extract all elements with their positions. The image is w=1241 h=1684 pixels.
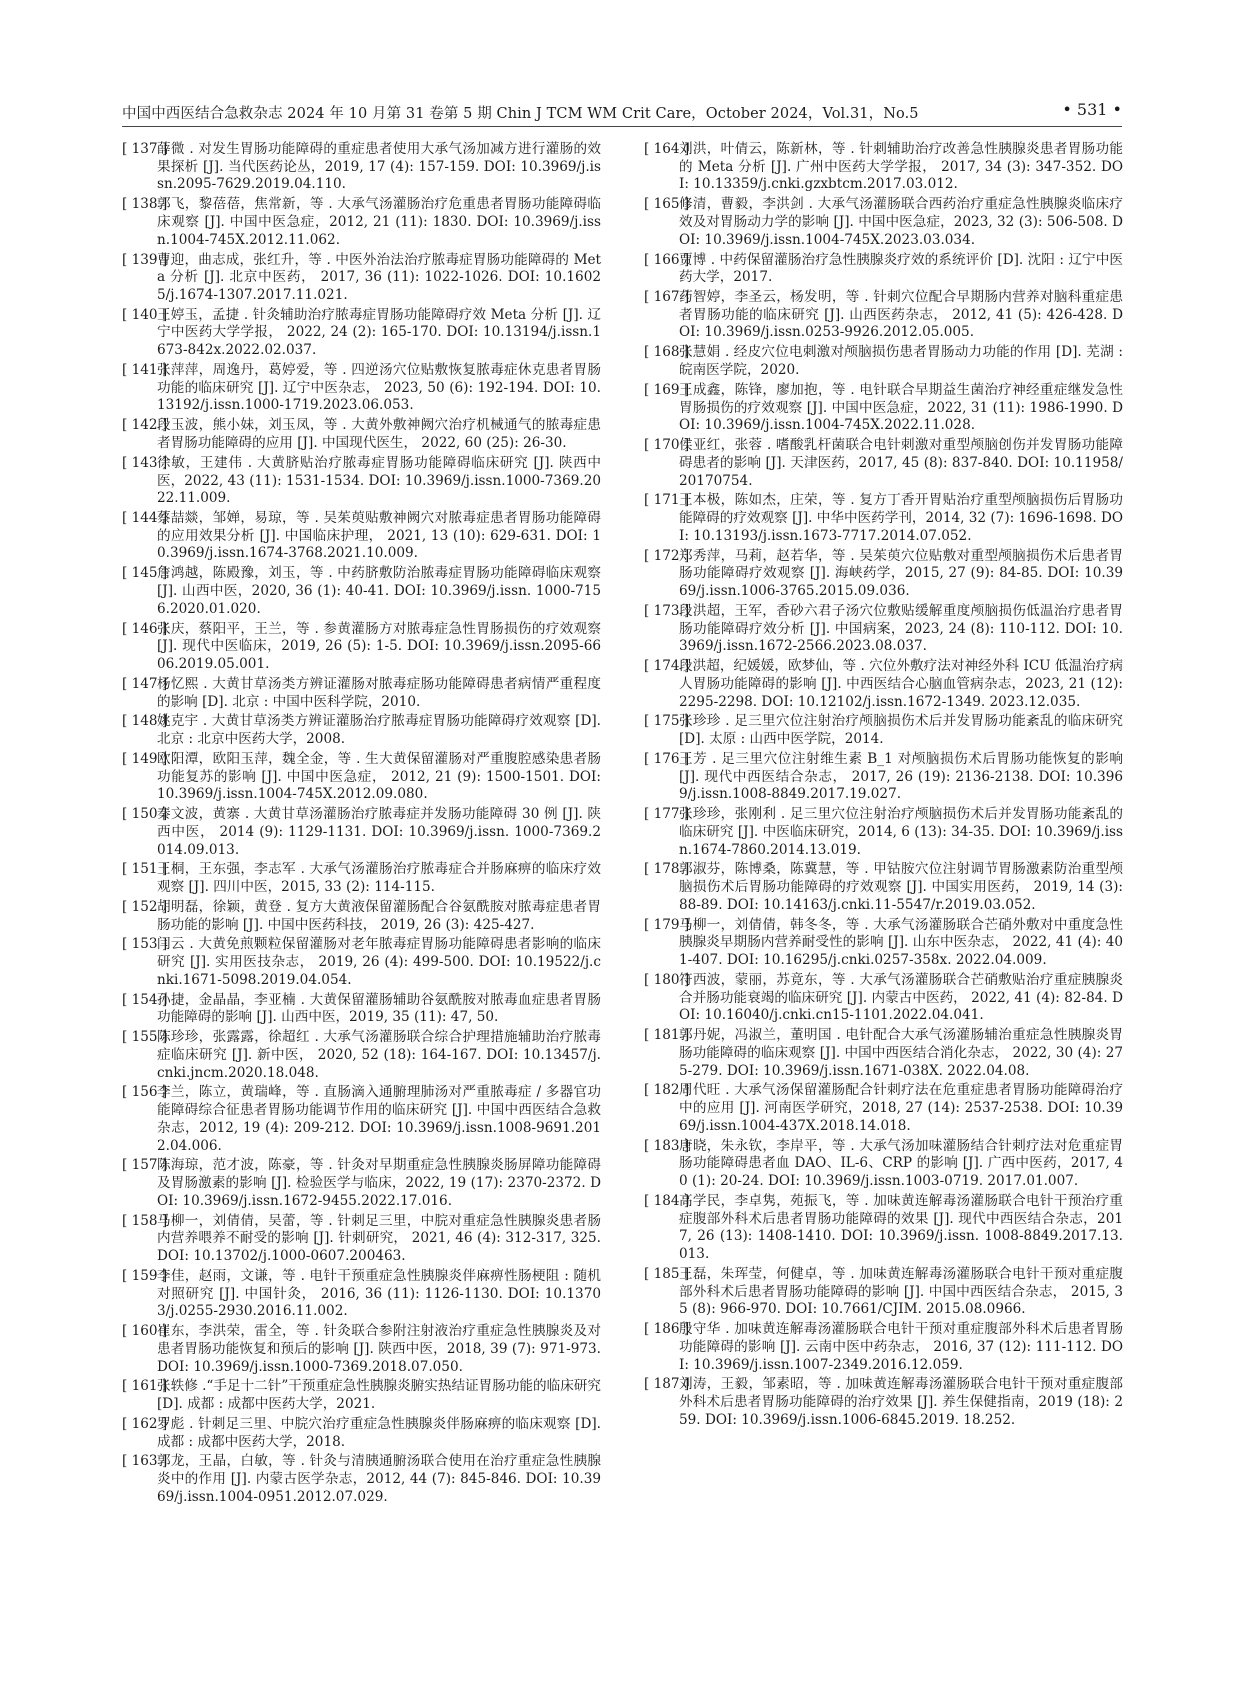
reference-entry xyxy=(644,1082,1123,1135)
reference-number: [ 140 ] xyxy=(122,306,168,323)
reference-text: 王本极，陈如杰，庄荣，等 . 复方丁香开胃贴治疗重型颅脑损伤后胃肠功能障碍的疗效观察 [J]. 中华中医药学刊，2014, 32 (7): 1696-1698. DOI: 10.13193/j.issn.1673-7717.2014.07.052. xyxy=(679,492,1123,544)
reference-entry xyxy=(122,861,601,896)
reference-text: 段玉波，熊小妹，刘玉凤，等 . 大黄外敷神阙穴治疗机械通气的脓毒症患者胃肠功能障碍的应用 [J]. 中国现代医生， 2022, 60 (25): 26-30. xyxy=(157,417,601,451)
reference-number: [ 168 ] xyxy=(644,344,690,361)
reference-entry xyxy=(122,1268,601,1321)
reference-text: 李兰，陈立，黄瑞峰，等 . 直肠滴入通腑理肺汤对严重脓毒症 / 多器官功能障碍综合征患者胃肠功能调节作用的临床研究 [J]. 中国中西医结合急救杂志，2012, 19 (4): 209-212. DOI: 10.3969/j.issn.1008-9691.2012.04.006. xyxy=(157,1084,601,1154)
reference-text: 药智婷，李圣云，杨发明，等 . 针刺穴位配合早期肠内营养对脑科重症患者胃肠功能的临床研究 [J]. 山西医药杂志， 2012, 41 (5): 426-428. DOI: 10.3969/j.issn.0253-9926.2012.05.005. xyxy=(679,289,1123,341)
reference-text: 马柳一，刘倩倩，吴蕾，等 . 针刺足三里，中脘对重症急性胰腺炎患者肠内营养喂养不耐受的影响 [J]. 针刺研究， 2021, 46 (4): 312-317, 325. DOI: 10.13702/j.1000-0607.200463. xyxy=(157,1212,601,1265)
reference-entry xyxy=(644,861,1123,914)
reference-number: [ 137 ] xyxy=(122,141,168,157)
reference-number: [ 149 ] xyxy=(122,750,168,767)
reference-number: [ 157 ] xyxy=(122,1157,168,1174)
reference-entry xyxy=(644,344,1123,379)
reference-number: [ 150 ] xyxy=(122,806,168,823)
reference-text: 王桐，王东强，李志军 . 大承气汤灌肠治疗脓毒症合并肠麻痹的临床疗效观察 [J]. 四川中医，2015, 33 (2): 114-115. xyxy=(157,861,601,896)
reference-entry xyxy=(122,1378,601,1413)
reference-text: 张慧娟 . 经皮穴位电刺激对颅脑损伤患者胃肠动力功能的作用 [D]. 芜湖 : 皖南医学院，2020. xyxy=(679,344,1123,378)
reference-number: [ 178 ] xyxy=(644,861,690,878)
reference-entry xyxy=(122,1029,601,1082)
reference-text: 秦文波，黄寨 . 大黄甘草汤灌肠治疗脓毒症并发肠功能障碍 30 例 [J]. 陕西中医， 2014 (9): 1129-1131. DOI: 10.3969/j.issn. 1000-7369.2014.09.013. xyxy=(157,806,601,858)
reference-number: [ 173 ] xyxy=(644,602,690,619)
reference-entry xyxy=(644,141,1123,194)
reference-number: [ 147 ] xyxy=(122,675,168,692)
reference-number: [ 179 ] xyxy=(644,916,690,933)
reference-entry xyxy=(644,548,1123,601)
reference-text: 张萍萍，周逸丹，葛婷爱，等 . 四逆汤穴位贴敷恢复脓毒症休克患者胃肠功能的临床研究 [J]. 辽宁中医杂志， 2023, 50 (6): 192-194. DOI: 10.13192/j.issn.1000-1719.2023.06.053. xyxy=(157,362,601,414)
reference-number: [ 172 ] xyxy=(644,547,690,564)
running-header xyxy=(122,100,1122,126)
reference-column-left xyxy=(122,141,601,1509)
reference-number: [ 146 ] xyxy=(122,620,168,637)
reference-entry xyxy=(122,713,601,748)
reference-number: [ 142 ] xyxy=(122,417,168,434)
reference-number: [ 159 ] xyxy=(122,1267,168,1284)
reference-text: 徐敏，王建伟 . 大黄脐贴治疗脓毒症胃肠功能障碍临床研究 [J]. 陕西中医，2022, 43 (11): 1531-1534. DOI: 10.3969/j.issn.1000-7369.2022.11.009. xyxy=(157,454,601,507)
reference-text: 刘涛，王毅，邹素昭，等 . 加味黄连解毒汤灌肠联合电针干预对重症腹部外科术后患者胃肠功能障碍的治疗效果 [J]. 养生保健指南，2019 (18): 259. DOI: 10.3969/j.issn.1006-6845.2019. 18.252. xyxy=(679,1376,1123,1428)
reference-text: 郭龙，王晶，白敏，等 . 针灸与清胰通腑汤联合使用在治疗重症急性胰腺炎中的作用 [J]. 内蒙古医学杂志，2012, 44 (7): 845-846. DOI: 10.3969/j.issn.1004-0951.2012.07.029. xyxy=(157,1453,601,1505)
reference-text: 郑秀萍，马莉，赵若华，等 . 吴茱萸穴位贴敷对重型颅脑损伤术后患者胃肠功能障碍疗效观察 [J]. 海峡药学，2015, 27 (9): 84-85. DOI: 10.3969/j.issn.1006-3765.2015.09.036. xyxy=(679,547,1123,599)
reference-entry xyxy=(122,1213,601,1266)
reference-entry xyxy=(644,806,1123,859)
reference-entry xyxy=(122,1323,601,1376)
page-number: • 531 • xyxy=(1062,100,1122,119)
reference-entry xyxy=(644,1193,1123,1264)
reference-number: [ 165 ] xyxy=(644,196,690,213)
reference-number: [ 156 ] xyxy=(122,1084,168,1101)
reference-entry xyxy=(644,603,1123,656)
reference-text: 符西波，蒙丽，苏竟东，等 . 大承气汤灌肠联合芒硝敷贴治疗重症胰腺炎合并肠功能衰竭的临床研究 [J]. 内蒙古中医药， 2022, 41 (4): 82-84. DOI: 10.16040/j.cnki.cn15-1101.2022.04.041. xyxy=(679,971,1123,1024)
reference-number: [ 182 ] xyxy=(644,1082,690,1099)
reference-entry xyxy=(644,1138,1123,1191)
reference-entry xyxy=(122,751,601,804)
reference-number: [ 175 ] xyxy=(644,713,690,730)
reference-text: 段洪超，纪媛媛，欧梦仙，等 . 穴位外敷疗法对神经外科 ICU 低温治疗病人胃肠功能障碍的影响 [J]. 中西医结合心脑血管病杂志，2023, 21 (12): 2295-2298. DOI: 10.12102/j.issn.1672-1349. 2023.12.035. xyxy=(679,658,1123,710)
reference-entry xyxy=(122,936,601,989)
reference-entry xyxy=(644,1376,1123,1429)
reference-entry xyxy=(644,382,1123,435)
reference-text: 曹迎，曲志成，张红升，等 . 中医外治法治疗脓毒症胃肠功能障碍的 Meta 分析 [J]. 北京中医药， 2017, 36 (11): 1022-1026. DOI: 10.16025/j.1674-1307.2017.11.021. xyxy=(157,251,601,303)
reference-text: 欧阳潭，欧阳玉萍，魏全金，等 . 生大黄保留灌肠对严重腹腔感染患者肠功能复苏的影响 [J]. 中国中医急症， 2012, 21 (9): 1500-1501. DOI: 10.3969/j.issn.1004-745X.2012.09.080. xyxy=(157,750,601,803)
reference-number: [ 177 ] xyxy=(644,806,690,823)
reference-entry xyxy=(644,972,1123,1025)
reference-text: 张庆，蔡阳平，王兰，等 . 参黄灌肠方对脓毒症急性胃肠损伤的疗效观察 [J]. 现代中医临床，2019, 26 (5): 1-5. DOI: 10.3969/j.issn.2095-6606.2019.05.001. xyxy=(157,620,601,672)
reference-number: [ 161 ] xyxy=(122,1378,168,1395)
reference-entry xyxy=(122,621,601,674)
reference-entry xyxy=(122,252,601,305)
reference-text: 孙捷，金晶晶，李亚楠 . 大黄保留灌肠辅助谷氨酰胺对脓毒血症患者胃肠功能障碍的影响 [J]. 山西中医，2019, 35 (11): 47, 50. xyxy=(157,991,601,1026)
reference-entry xyxy=(122,196,601,249)
reference-entry xyxy=(122,362,601,415)
reference-number: [ 163 ] xyxy=(122,1453,168,1470)
reference-number: [ 169 ] xyxy=(644,381,690,398)
reference-number: [ 145 ] xyxy=(122,565,168,582)
reference-entry xyxy=(644,658,1123,711)
reference-entry xyxy=(644,917,1123,970)
reference-number: [ 174 ] xyxy=(644,658,690,675)
reference-text: 崔东，李洪荣，雷全，等 . 针灸联合参附注射液治疗重症急性胰腺炎及对患者胃肠功能恢复和预后的影响 [J]. 陕西中医，2018, 39 (7): 971-973. DOI: 10.3969/j.issn.1000-7369.2018.07.050. xyxy=(157,1323,601,1375)
reference-entry xyxy=(122,1416,601,1451)
reference-entry xyxy=(644,751,1123,804)
reference-number: [ 148 ] xyxy=(122,713,168,730)
reference-number: [ 180 ] xyxy=(644,971,690,988)
reference-entry xyxy=(644,492,1123,545)
reference-number: [ 185 ] xyxy=(644,1265,690,1282)
reference-number: [ 166 ] xyxy=(644,251,690,268)
reference-entry xyxy=(122,1453,601,1506)
reference-text: 马柳一，刘倩倩，韩冬冬，等 . 大承气汤灌肠联合芒硝外敷对中重度急性胰腺炎早期肠内营养耐受性的影响 [J]. 山东中医杂志， 2022, 41 (4): 401-407. DOI: 10.16295/j.cnki.0257-358x. 2022.04.009. xyxy=(679,916,1123,969)
reference-entry xyxy=(122,676,601,711)
reference-number: [ 151 ] xyxy=(122,861,168,878)
reference-text: 侯亚红，张蓉 . 嗜酸乳杆菌联合电针刺激对重型颅脑创伤并发胃肠功能障碍患者的影响 [J]. 天津医药，2017, 45 (8): 837-840. DOI: 10.11958/20170754. xyxy=(679,437,1123,489)
reference-number: [ 158 ] xyxy=(122,1212,168,1229)
reference-number: [ 152 ] xyxy=(122,898,168,915)
reference-text: 刘洪，叶倩云，陈新林，等 . 针刺辅助治疗改善急性胰腺炎患者胃肠功能的 Meta 分析 [J]. 广州中医药大学学报， 2017, 34 (3): 347-352. DOI: 10.13359/j.cnki.gzxbtcm.2017.03.012. xyxy=(679,141,1123,193)
reference-text: 张珍珍，张刚利 . 足三里穴位注射治疗颅脑损伤术后并发胃肠功能紊乱的临床研究 [J]. 中医临床研究，2014, 6 (13): 34-35. DOI: 10.3969/j.issn.1674-7860.2014.13.019. xyxy=(679,806,1123,858)
reference-number: [ 154 ] xyxy=(122,991,168,1008)
reference-number: [ 170 ] xyxy=(644,437,690,454)
reference-text: 张珍珍 . 足三里穴位注射治疗颅脑损伤术后并发胃肠功能紊乱的临床研究 [D]. 太原 : 山西中医学院，2014. xyxy=(679,713,1123,748)
reference-text: 罗彪 . 针刺足三里、中脘穴治疗重症急性胰腺炎伴肠麻痹的临床观察 [D]. 成都 : 成都中医药大学，2018. xyxy=(157,1415,601,1450)
reference-entry xyxy=(644,713,1123,748)
reference-text: 陈海琼，范才波，陈豪，等 . 针灸对早期重症急性胰腺炎肠屏障功能障碍及胃肠激素的影响 [J]. 检验医学与临床，2022, 19 (17): 2370-2372. DOI: 10.3969/j.issn.1672-9455.2022.17.016. xyxy=(157,1157,601,1209)
reference-text: 修清，曹毅，李洪剑 . 大承气汤灌肠联合西药治疗重症急性胰腺炎临床疗效及对胃肠动力学的影响 [J]. 中国中医急症，2023, 32 (3): 506-508. DOI: 10.3969/j.issn.1004-745X.2023.03.034. xyxy=(679,196,1123,248)
reference-number: [ 181 ] xyxy=(644,1027,690,1044)
reference-number: [ 164 ] xyxy=(644,141,690,157)
reference-entry xyxy=(122,806,601,859)
reference-text: 杨忆熙 . 大黄甘草汤类方辨证灌肠对脓毒症肠功能障碍患者病情严重程度的影响 [D]. 北京 : 中国中医科学院，2010. xyxy=(157,675,601,710)
reference-entry xyxy=(122,1084,601,1155)
reference-number: [ 176 ] xyxy=(644,750,690,767)
reference-text: 陈珍珍，张露露，徐超红 . 大承气汤灌肠联合综合护理措施辅助治疗脓毒症临床研究 [J]. 新中医， 2020, 52 (18): 164-167. DOI: 10.13457/j.cnki.jncm.2020.18.048. xyxy=(157,1029,601,1081)
reference-text: 闫云 . 大黄免煎颗粒保留灌肠对老年脓毒症胃肠功能障碍患者影响的临床研究 [J]. 实用医技杂志， 2019, 26 (4): 499-500. DOI: 10.19522/j.cnki.1671-5098.2019.04.054. xyxy=(157,936,601,988)
reference-column-right xyxy=(644,141,1123,1432)
reference-text: 张轶修 .“手足十二针”干预重症急性胰腺炎腑实热结证胃肠功能的临床研究 [D]. 成都 : 成都中医药大学，2021. xyxy=(157,1378,601,1413)
reference-text: 周代旺 . 大承气汤保留灌肠配合针刺疗法在危重症患者胃肠功能障碍治疗中的应用 [J]. 河南医学研究，2018, 27 (14): 2537-2538. DOI: 10.3969/j.issn.1004-437X.2018.14.018. xyxy=(679,1082,1123,1134)
reference-entry xyxy=(122,1157,601,1210)
reference-number: [ 139 ] xyxy=(122,251,168,268)
reference-entry xyxy=(644,1321,1123,1374)
reference-number: [ 167 ] xyxy=(644,289,690,306)
reference-entry xyxy=(122,510,601,563)
reference-text: 贾博 . 中药保留灌肠治疗急性胰腺炎疗效的系统评价 [D]. 沈阳 : 辽宁中医药大学，2017. xyxy=(679,251,1123,286)
reference-entry xyxy=(644,1266,1123,1319)
reference-text: 郭飞，黎蓓蓓，焦常新，等 . 大承气汤灌肠治疗危重患者胃肠功能障碍临床观察 [J]. 中国中医急症，2012, 21 (11): 1830. DOI: 10.3969/j.issn.1004-745X.2012.11.062. xyxy=(157,196,601,248)
reference-entry xyxy=(644,289,1123,342)
reference-entry xyxy=(644,437,1123,490)
reference-number: [ 184 ] xyxy=(644,1192,690,1209)
reference-text: 姚克宇 . 大黄甘草汤类方辨证灌肠治疗脓毒症胃肠功能障碍疗效观察 [D]. 北京 : 北京中医药大学，2008. xyxy=(157,713,601,748)
reference-entry xyxy=(122,565,601,618)
reference-number: [ 144 ] xyxy=(122,510,168,527)
reference-number: [ 160 ] xyxy=(122,1323,168,1340)
reference-entry xyxy=(122,899,601,934)
reference-entry xyxy=(122,141,601,194)
reference-number: [ 153 ] xyxy=(122,936,168,953)
reference-text: 高学民，李卓隽，苑振飞，等 . 加味黄连解毒汤灌肠联合电针干预治疗重症腹部外科术后患者胃肠功能障碍的效果 [J]. 现代中西医结合杂志，2017, 26 (13): 1408-1410. DOI: 10.3969/j.issn. 1008-8849.2017.13.013. xyxy=(679,1192,1123,1262)
reference-text: 王婷玉，孟捷 . 针灸辅助治疗脓毒症胃肠功能障碍疗效 Meta 分析 [J]. 辽宁中医药大学学报， 2022, 24 (2): 165-170. DOI: 10.13194/j.issn.1673-842x.2022.02.037. xyxy=(157,306,601,359)
reference-text: 詹鸿越，陈殿豫，刘玉，等 . 中药脐敷防治脓毒症胃肠功能障碍临床观察 [J]. 山西中医，2020, 36 (1): 40-41. DOI: 10.3969/j.issn. 1000-7156.2020.01.020. xyxy=(157,565,601,617)
reference-text: 蔡喆燚，邹婵，易琼，等 . 吴茱萸贴敷神阙穴对脓毒症患者胃肠功能障碍的应用效果分析 [J]. 中国临床护理， 2021, 13 (10): 629-631. DOI: 10.3969/j.issn.1674-3768.2021.10.009. xyxy=(157,510,601,562)
reference-number: [ 138 ] xyxy=(122,196,168,213)
reference-entry xyxy=(644,196,1123,249)
header-rule xyxy=(122,126,1122,127)
reference-text: 薛微 . 对发生胃肠功能障碍的重症患者使用大承气汤加减方进行灌肠的效果探析 [J]. 当代医药论丛，2019, 17 (4): 157-159. DOI: 10.3969/j.issn.2095-7629.2019.04.110. xyxy=(157,141,601,193)
reference-text: 王磊，朱珲莹，何健卓，等 . 加味黄连解毒汤灌肠联合电针干预对重症腹部外科术后患者胃肠功能障碍的影响 [J]. 中国中西医结合杂志， 2015, 35 (8): 966-970. DOI: 10.7661/CJIM. 2015.08.0966. xyxy=(679,1265,1123,1318)
reference-text: 郭丹妮，冯淑兰，董明国 . 电针配合大承气汤灌肠辅治重症急性胰腺炎胃肠功能障碍的临床观察 [J]. 中国中西医结合消化杂志， 2022, 30 (4): 275-279. DOI: 10.3969/j.issn.1671-038X. 2022.04.08. xyxy=(679,1027,1123,1079)
reference-text: 唐晓，朱永钦，李岸平，等 . 大承气汤加味灌肠结合针刺疗法对危重症胃肠功能障碍患者血 DAO、IL-6、CRP 的影响 [J]. 广西中医药，2017, 40 (1): 20-24. DOI: 10.3969/j.issn.1003-0719. 2017.01.007. xyxy=(679,1137,1123,1190)
reference-entry xyxy=(644,252,1123,287)
reference-entry xyxy=(122,455,601,508)
reference-number: [ 162 ] xyxy=(122,1415,168,1432)
reference-entry xyxy=(122,307,601,360)
reference-number: [ 143 ] xyxy=(122,454,168,471)
reference-text: 段洪超，王军，香砂六君子汤穴位敷贴缓解重度颅脑损伤低温治疗患者胃肠功能障碍疗效分析 [J]. 中国病案，2023, 24 (8): 110-112. DOI: 10.3969/j.issn.1672-2566.2023.08.037. xyxy=(679,602,1123,655)
reference-number: [ 187 ] xyxy=(644,1376,690,1393)
reference-entry xyxy=(122,417,601,452)
reference-number: [ 141 ] xyxy=(122,362,168,378)
reference-text: 王芳 . 足三里穴位注射维生素 B_1 对颅脑损伤术后胃肠功能恢复的影响 [J]. 现代中西医结合杂志， 2017, 26 (19): 2136-2138. DOI: 10.3969/j.issn.1008-8849.2017.19.027. xyxy=(679,750,1123,803)
reference-text: 王成鑫，陈锋，廖加抱，等 . 电针联合早期益生菌治疗神经重症继发急性胃肠损伤的疗效观察 [J]. 中国中医急症，2022, 31 (11): 1986-1990. DOI: 10.3969/j.issn.1004-745X.2022.11.028. xyxy=(679,381,1123,434)
reference-number: [ 186 ] xyxy=(644,1321,690,1338)
reference-number: [ 183 ] xyxy=(644,1137,690,1154)
reference-entry xyxy=(644,1027,1123,1080)
running-title: 中国中西医结合急救杂志 2024 年 10 月第 31 卷第 5 期 Chin J TCM WM Crit Care，October 2024，Vol.31，No.5 xyxy=(122,106,919,122)
reference-text: 殷守华 . 加味黄连解毒汤灌肠联合电针干预对重症腹部外科术后患者胃肠功能障碍的影响 [J]. 云南中医中药杂志， 2016, 37 (12): 111-112. DOI: 10.3969/j.issn.1007-2349.2016.12.059. xyxy=(679,1321,1123,1373)
reference-number: [ 155 ] xyxy=(122,1029,168,1046)
reference-text: 李佳，赵雨，文谦，等 . 电针干预重症急性胰腺炎伴麻痹性肠梗阻 : 随机对照研究 [J]. 中国针灸， 2016, 36 (11): 1126-1130. DOI: 10.13703/j.0255-2930.2016.11.002. xyxy=(157,1267,601,1320)
reference-text: 胡明磊，徐颖，黄登 . 复方大黄液保留灌肠配合谷氨酰胺对脓毒症患者胃肠功能的影响 [J]. 中国中医药科技， 2019, 26 (3): 425-427. xyxy=(157,898,601,933)
reference-entry xyxy=(122,992,601,1027)
reference-number: [ 171 ] xyxy=(644,492,690,509)
reference-text: 郭淑芬，陈博桑，陈冀慧，等 . 甲钴胺穴位注射调节胃肠激素防治重型颅脑损伤术后胃肠功能障碍的疗效观察 [J]. 中国实用医药， 2019, 14 (3): 88-89. DOI: 10.14163/j.cnki.11-5547/r.2019.03.052. xyxy=(679,861,1123,913)
